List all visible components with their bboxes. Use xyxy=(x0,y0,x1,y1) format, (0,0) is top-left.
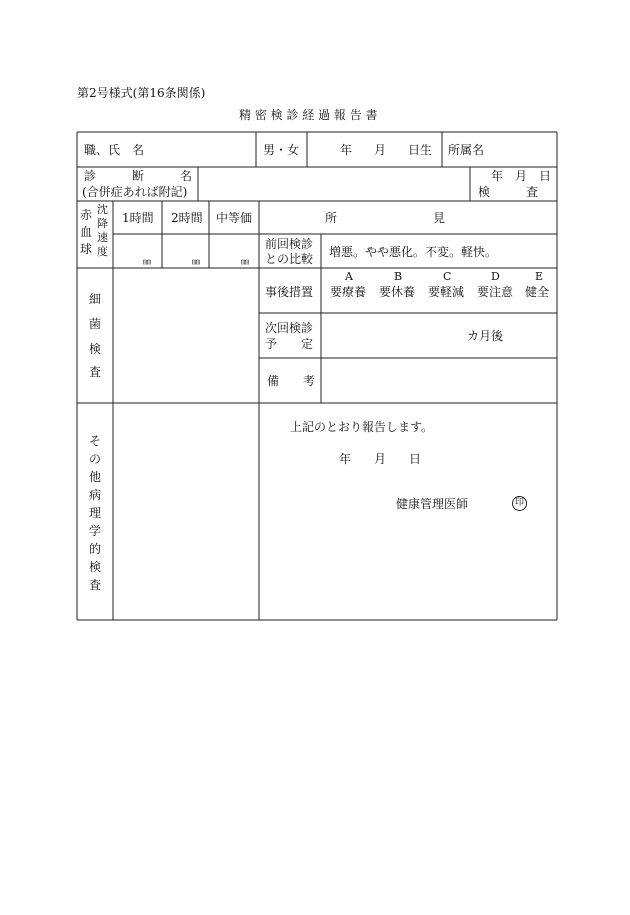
measure-letter-a: A xyxy=(345,270,353,283)
esr-1h-unit: ㎜ xyxy=(143,257,151,266)
measure-item-healthy[interactable]: 健全 xyxy=(525,285,550,299)
sex-label[interactable]: 男・女 xyxy=(263,143,300,157)
measure-item-rest-treatment[interactable]: 要療養 xyxy=(330,285,367,299)
other-pathology-field[interactable] xyxy=(115,405,257,618)
other-path-char-8: 検 xyxy=(89,560,102,574)
esr-label-sub-4: 度 xyxy=(97,245,108,258)
other-path-char-1: そ xyxy=(89,434,102,448)
department-label: 所属名 xyxy=(448,143,485,157)
measure-letter-e: E xyxy=(535,270,544,283)
other-path-char-2: の xyxy=(89,452,102,466)
birth-day-label: 日生 xyxy=(408,143,433,157)
esr-2h-field[interactable] xyxy=(164,236,207,266)
esr-label-red: 赤 xyxy=(80,208,93,222)
remarks-field[interactable] xyxy=(323,360,555,401)
measure-letter-b: B xyxy=(394,270,403,283)
measure-item-rest[interactable]: 要休養 xyxy=(379,285,416,299)
report-date-month: 月 xyxy=(374,452,387,466)
other-path-char-4: 病 xyxy=(89,488,102,502)
bacteria-char-3: 検 xyxy=(89,342,102,356)
other-path-char-9: 査 xyxy=(89,578,102,592)
form-number: 第2号様式(第16条関係) xyxy=(77,86,206,100)
report-date-year: 年 xyxy=(339,452,352,466)
esr-col-mid: 中等価 xyxy=(216,211,253,225)
esr-mid-field[interactable] xyxy=(211,236,257,266)
document-title: 精 密 検 診 経 過 報 告 書 xyxy=(239,108,378,122)
esr-label-ball: 球 xyxy=(80,242,93,256)
bacteria-char-1: 細 xyxy=(89,292,102,306)
name-label: 職、氏 名 xyxy=(84,143,145,157)
esr-col-1h: 1時間 xyxy=(122,211,154,225)
esr-label-sub-3: 速 xyxy=(97,231,108,244)
esr-label-blood: 血 xyxy=(80,225,93,239)
next-exam-label-line2: 予 定 xyxy=(265,337,314,351)
exam-date-ymd: 年 月 日 xyxy=(491,169,552,183)
bacteria-char-4: 査 xyxy=(89,365,102,379)
report-statement: 上記のとおり報告します。 xyxy=(290,420,434,434)
remarks-label: 備 考 xyxy=(267,374,316,388)
esr-mid-unit: ㎜ xyxy=(241,257,249,266)
physician-label: 健康管理医師 xyxy=(396,497,469,511)
seal-icon: 印 xyxy=(512,496,527,511)
diagnosis-label: 診 断 名 xyxy=(84,169,193,183)
esr-col-2h: 2時間 xyxy=(171,211,203,225)
comparison-options[interactable]: 増悪。やや悪化。不変。軽快。 xyxy=(329,245,498,259)
measure-item-reduce[interactable]: 要軽減 xyxy=(428,285,465,299)
other-path-char-3: 他 xyxy=(89,470,102,484)
diagnosis-note: (合併症あれば附記) xyxy=(82,185,188,199)
birth-year-label: 年 xyxy=(340,143,353,157)
next-exam-months-after: カ月後 xyxy=(467,329,504,343)
esr-2h-unit: ㎜ xyxy=(192,257,200,266)
bacteria-field[interactable] xyxy=(115,270,257,401)
measure-item-caution[interactable]: 要注意 xyxy=(477,285,514,299)
esr-label-sub-1: 沈 xyxy=(97,203,108,216)
next-exam-months-field[interactable] xyxy=(400,320,462,350)
exam-date-label: 検 査 xyxy=(478,185,539,199)
next-exam-label-line1: 次回検診 xyxy=(265,321,314,335)
name-field[interactable] xyxy=(152,134,254,165)
other-path-char-5: 理 xyxy=(89,506,102,520)
measure-letter-c: C xyxy=(443,270,452,283)
measure-letter-d: D xyxy=(491,270,500,283)
measures-label: 事後措置 xyxy=(265,285,314,299)
comparison-label-line2: との比較 xyxy=(265,252,314,266)
bacteria-char-2: 菌 xyxy=(89,317,102,331)
department-field[interactable] xyxy=(490,134,554,165)
other-path-char-7: 的 xyxy=(89,542,102,556)
esr-label-sub-2: 降 xyxy=(97,217,108,230)
other-path-char-6: 学 xyxy=(89,524,102,538)
diagnosis-field[interactable] xyxy=(200,169,468,199)
esr-1h-field[interactable] xyxy=(115,236,160,266)
report-date-day: 日 xyxy=(409,452,422,466)
comparison-label-line1: 前回検診 xyxy=(265,237,314,251)
birth-month-label: 月 xyxy=(374,143,387,157)
findings-label: 所 見 xyxy=(325,211,446,225)
